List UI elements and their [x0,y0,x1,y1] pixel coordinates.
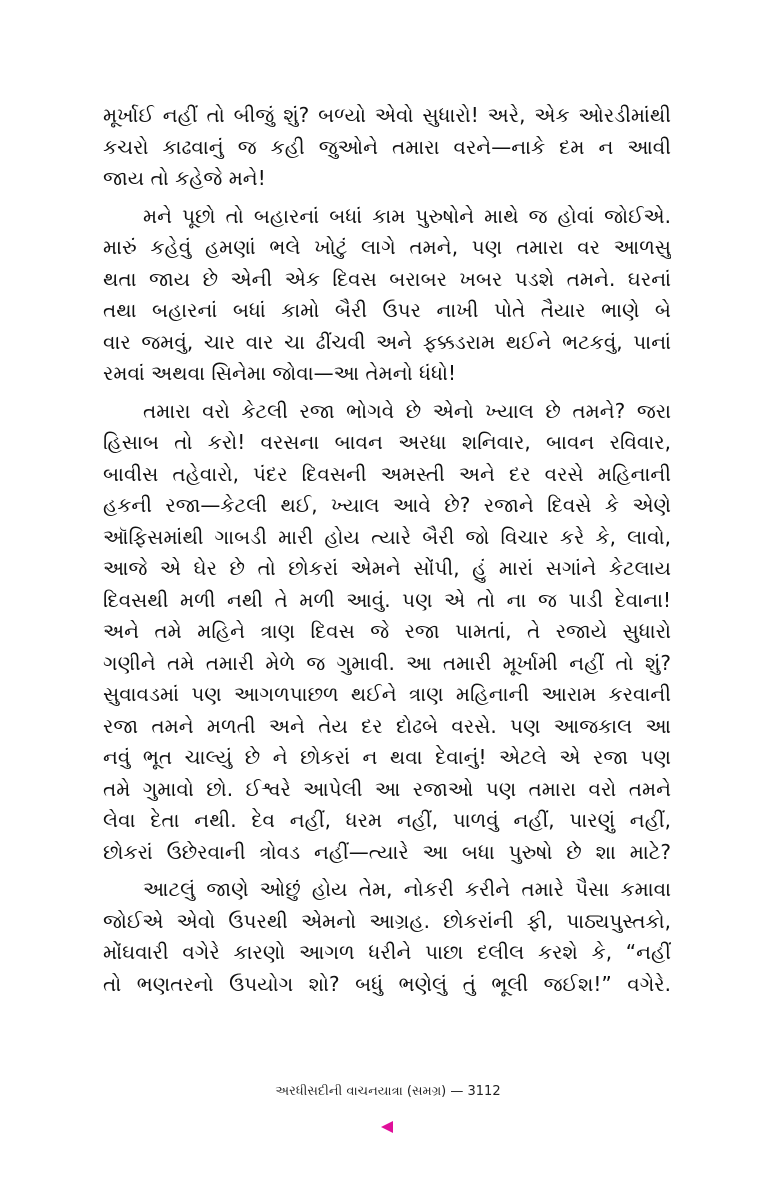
text-line: આટલું જાણે ઓછું હોય તેમ, નોકરી કરીને તમારે પૈસા કમાવા [143,877,671,901]
text-line: હકની રજા—કેટલી થઈ, ખ્યાલ આવે છે? રજાને દિવસે કે એણે [103,493,671,517]
paragraph-1 [103,100,671,195]
text-line: કચરો કાઢવાનું જ કહી જુઓને તમારા વરને—નાકે દમ ન આવી [103,134,671,159]
text-line: દિવસથી મળી નથી તે મળી આવું. પણ એ તો ના જ પાડી દેવાના! [103,587,671,612]
text-line: થતા જાય છે એની એક દિવસ બરાબર ખબર પડશે તમને. ઘરનાં [103,266,671,291]
text-line: મોંઘવારી વગેરે કારણો આગળ ધરીને પાછા દલીલ કરશે કે, “નહીં [103,940,671,964]
paragraph-3 [103,396,671,869]
triangle-left-icon[interactable] [381,1121,393,1133]
paragraph-2 [103,201,671,390]
text-line: જોઈએ એવો ઉપરથી એમનો આગ્રહ. છોકરાંની ફી, પાઠ્યપુસ્તકો, [103,908,671,933]
text-line: બાવીસ તહેવારો, પંદર દિવસની અમસ્તી અને દર વરસે મહિનાની [103,461,671,486]
text-line: તો ભણતરનો ઉપયોગ શો? બધું ભણેલું તું ભૂલી જઈશ!” વગેરે. [103,971,671,996]
paragraph-4 [103,874,671,1000]
text-line: તમારા વરો કેટલી રજા ભોગવે છે એનો ખ્યાલ છે તમને? જરા [143,398,671,423]
text-line: ગણીને તમે તમારી મેળે જ ગુમાવી. આ તમારી મૂર્ખામી નહીં તો શું? [103,650,671,675]
text-line: જાય તો કહેજે મને! [103,166,266,190]
text-line: રમવાં અથવા સિનેમા જોવા—આ તેમનો ધંધો! [103,361,457,385]
text-line: રજા તમને મળતી અને તેય દર દોઢબે વરસે. પણ આજકાલ આ [103,713,671,738]
text-line: મને પૂછો તો બહારનાં બધાં કામ પુરુષોને માથે જ હોવાં જોઈએ. [143,203,671,228]
text-line: વાર જમવું, ચાર વાર ચા ઢીંચવી અને ફક્કડરામ થઈને ભટકવું, પાનાં [103,329,671,354]
text-line: મારું કહેવું હમણાં ભલે ખોટું લાગે તમને, પણ તમારા વર આળસુ [103,235,671,259]
text-line: છોકરાં ઉછેરવાની ત્રોવડ નહીં—ત્યારે આ બધા પુરુષો છે શા માટે? [103,839,671,864]
page-footer: અરધીસદીની વાચનયાત્રા (સમગ્ર) — 3112 [275,1084,501,1099]
text-line: નવું ભૂત ચાલ્યું છે ને છોકરાં ન થવા દેવાનું! એટલે એ રજા પણ [103,745,671,769]
body-text [103,100,671,1006]
text-line: ઑફિસમાંથી ગાબડી મારી હોય ત્યારે બૈરી જો વિચાર કરે કે, લાવો, [103,524,671,549]
text-line: હિસાબ તો કરો! વરસના બાવન અરધા શનિવાર, બાવન રવિવાર, [103,430,671,454]
text-line: અને તમે મહિને ત્રાણ દિવસ જે રજા પામતાં, તે રજાયે સુધારો [103,619,671,643]
text-line: લેવા દેતા નથી. દેવ નહીં, ધરમ નહીં, પાળવું નહીં, પારણું નહીં, [103,808,671,832]
text-line: મૂર્ખાઈ નહીં તો બીજું શું? બળ્યો એવો સુધારો! અરે, એક ઓરડીમાંથી [103,103,671,127]
text-line: તમે ગુમાવો છો. ઈશ્વરે આપેલી આ રજાઓ પણ તમારા વરો તમને [103,776,671,801]
text-line: આજે એ ઘેર છે તો છોકરાં એમને સોંપી, હું મારાં સગાંને કેટલાય [103,556,671,580]
text-line: તથા બહારનાં બધાં કામો બૈરી ઉપર નાખી પોતે તૈયાર ભાણે બે [103,298,671,322]
text-line: સુવાવડમાં પણ આગળપાછળ થઈને ત્રાણ મહિનાની આરામ કરવાની [103,682,671,706]
